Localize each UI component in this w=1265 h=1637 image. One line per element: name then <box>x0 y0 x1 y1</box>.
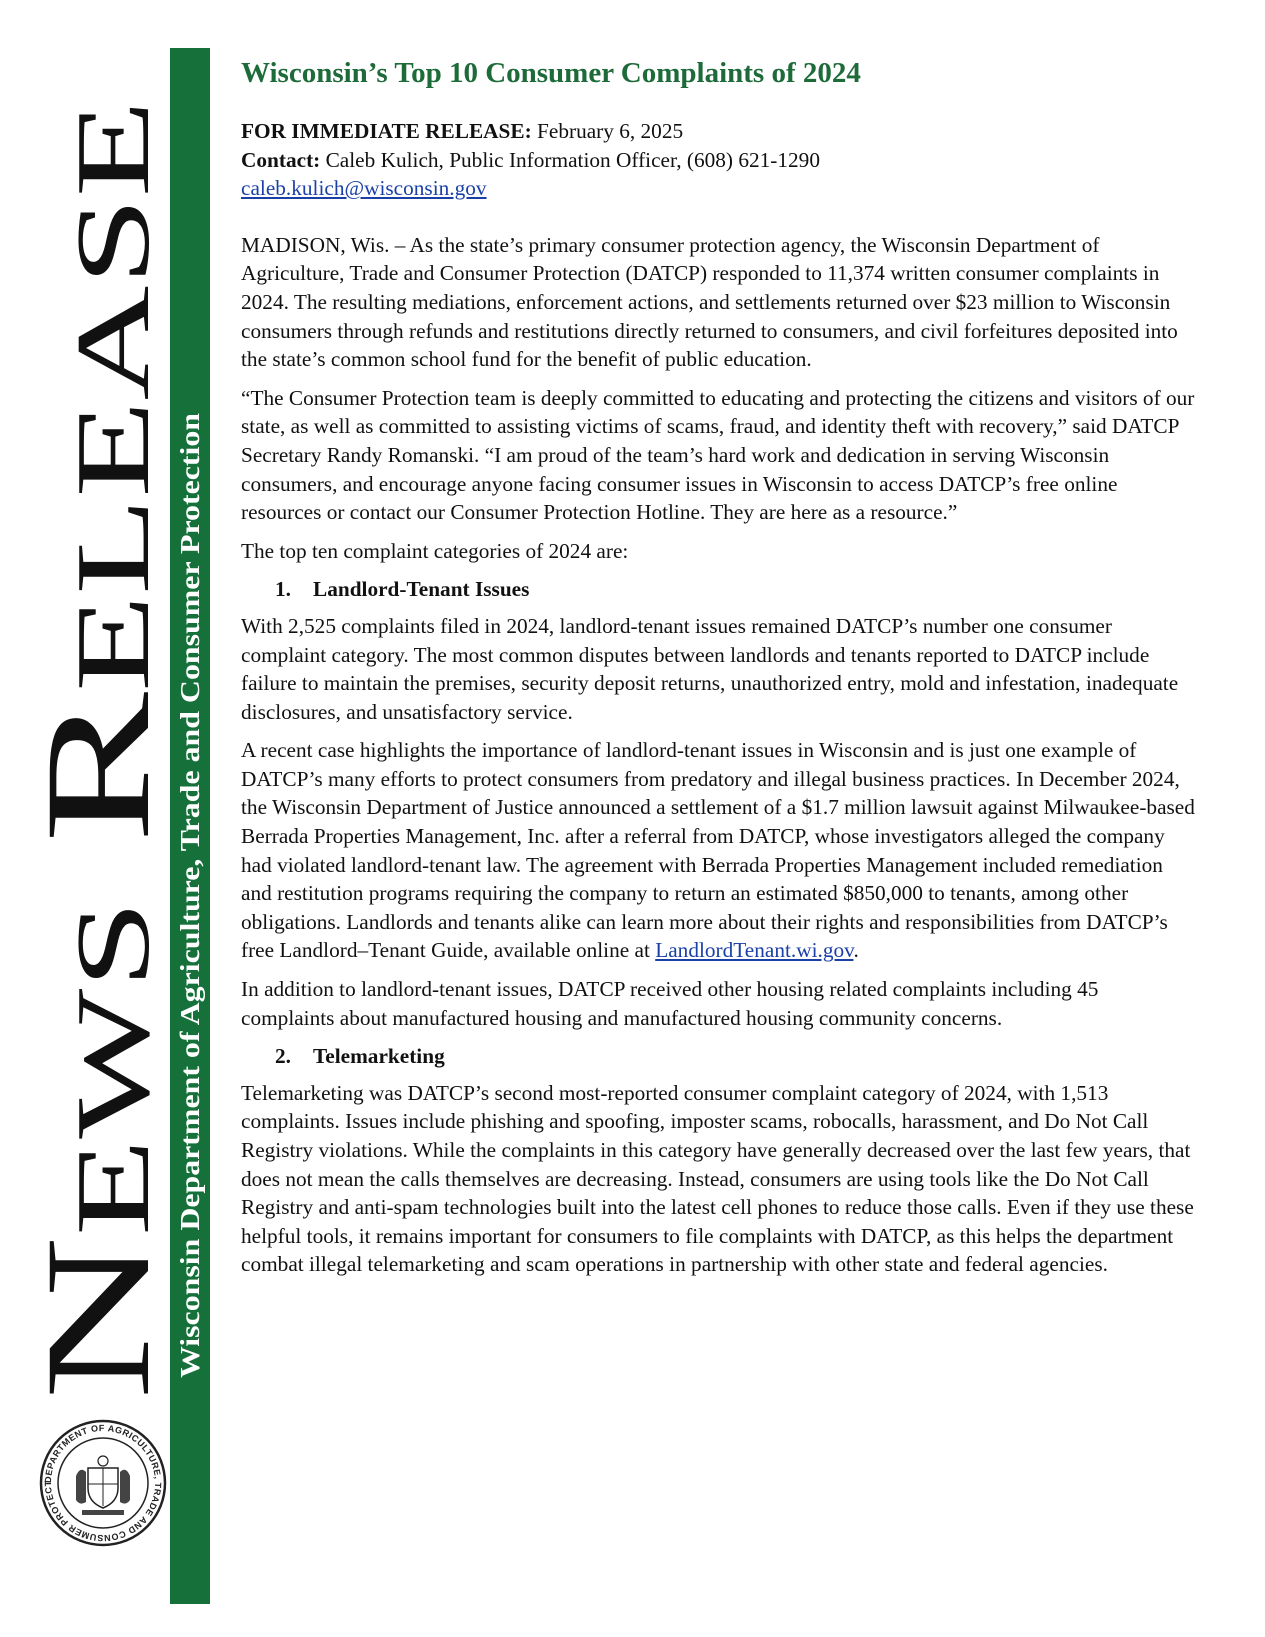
section-title: Landlord-Tenant Issues <box>313 577 530 602</box>
masthead-text: News Release <box>15 541 181 1400</box>
website-svg <box>170 48 210 288</box>
paragraph-intro: MADISON, Wis. – As the state’s primary consumer protection agency, the Wisconsin Department of Agriculture, Trade and Consumer Protection (DATCP) responded to 11,374 written consumer complaints in 2024. The resulting mediations, enforcement actions, and settlements returned over $23 million to Wisconsin consumers through refunds and restitutions directly returned to consumers, and civil forfeitures deposited into the state’s common school fund for the benefit of public education. <box>241 232 1178 372</box>
paragraph-text: A recent case highlights the importance of landlord-tenant issues in Wisconsin and is just one example of DATCP’s many efforts to protect consumers from predatory and illegal business practices. In December 2024, the Wisconsin Department of Justice announced a settlement of a $1.7 million lawsuit against Milwaukee-based Berrada Properties Management, Inc. after a referral from DATCP, whose investigators alleged the company had violated landlord-tenant law. The agreement with Berrada Properties Management included remediation and restitution programs requiring the company to return an estimated $850,000 to tenants, among other obligations. Landlords and tenants alike can learn more about their rights and responsibilities from DATCP’s free Landlord–Tenant Guide, available online at <box>241 738 1195 963</box>
paragraph-quote: “The Consumer Protection team is deeply committed to educating and protecting the citizens and visitors of our state, as well as committed to assisting victims of scams, fraud, and identity theft with recovery,” said DATCP Secretary Randy Romanski. “I am proud of the team’s hard work and dedication in serving Wisconsin consumers, and encourage anyone facing consumer issues in Wisconsin to access DATCP’s free online resources or contact our Consumer Protection Hotline. They are here as a resource.” <box>241 385 1195 525</box>
contact-line <box>241 146 1197 175</box>
seal-text: DEPARTMENT OF AGRICULTURE, TRADE AND CONSUMER PROTECT <box>42 1422 164 1544</box>
section-heading-1 <box>275 575 1197 604</box>
paragraph-housing: In addition to landlord-tenant issues, DATCP received other housing related complaints including 45 complaints about manufactured housing and manufactured housing community concerns. <box>241 977 1099 1030</box>
section-number: 2. <box>275 1044 291 1069</box>
release-meta <box>241 117 1197 203</box>
paragraph-landlord-case <box>241 736 1197 965</box>
paragraph-telemarketing: Telemarketing was DATCP’s second most-reported consumer complaint category of 2024, with 1,513 complaints. Issues include phishing and spoofing, imposter scams, robocalls, harassment, and Do Not Call Registry violations. While the complaints in this category have generally decreased over the last few years, that does not mean the calls themselves are decreasing. Instead, consumers are using tools like the Do Not Call Registry and anti-spam technologies built into the latest cell phones to reduce those calls. Even if they use these helpful tools, it remains important for consumers to file complaints with DATCP, as this helps the department combat illegal telemarketing and scam operations in partnership with other state and federal agencies. <box>241 1080 1194 1277</box>
section-title: Telemarketing <box>313 1044 445 1069</box>
section-heading-2 <box>275 1042 1197 1071</box>
section-number: 1. <box>275 577 291 602</box>
page-title: Wisconsin’s Top 10 Consumer Complaints of 2024 <box>241 57 861 89</box>
seal-svg <box>38 1418 168 1548</box>
masthead-svg <box>15 90 181 1400</box>
website-label <box>170 48 210 288</box>
paragraph-landlord-stats: With 2,525 complaints filed in 2024, landlord-tenant issues remained DATCP’s number one consumer complaint category. The most common disputes between landlords and tenants reported to DATCP include failure to maintain the premises, security deposit returns, unauthorized entry, mold and infestation, inadequate disclosures, and unsatisfactory service. <box>241 613 1179 724</box>
release-line <box>241 117 1197 146</box>
paragraph-end: . <box>853 938 859 963</box>
release-label: FOR IMMEDIATE RELEASE: <box>241 119 532 143</box>
paragraph-list-intro: The top ten complaint categories of 2024 are: <box>241 538 629 563</box>
contact-label: Contact: <box>241 147 321 172</box>
masthead <box>15 90 181 1400</box>
main-content <box>241 55 1197 1289</box>
contact-email-link[interactable]: caleb.kulich@wisconsin.gov <box>241 176 487 201</box>
department-name: Wisconsin Department of Agriculture, Trade and Consumer Protection <box>175 560 205 1378</box>
release-date: February 6, 2025 <box>537 119 684 143</box>
website-url: datcp.wi.gov <box>174 127 204 273</box>
department-seal <box>38 1418 168 1548</box>
contact-value: Caleb Kulich, Public Information Officer, (608) 621-1290 <box>325 147 820 172</box>
landlord-tenant-link[interactable]: LandlordTenant.wi.gov <box>655 938 854 963</box>
